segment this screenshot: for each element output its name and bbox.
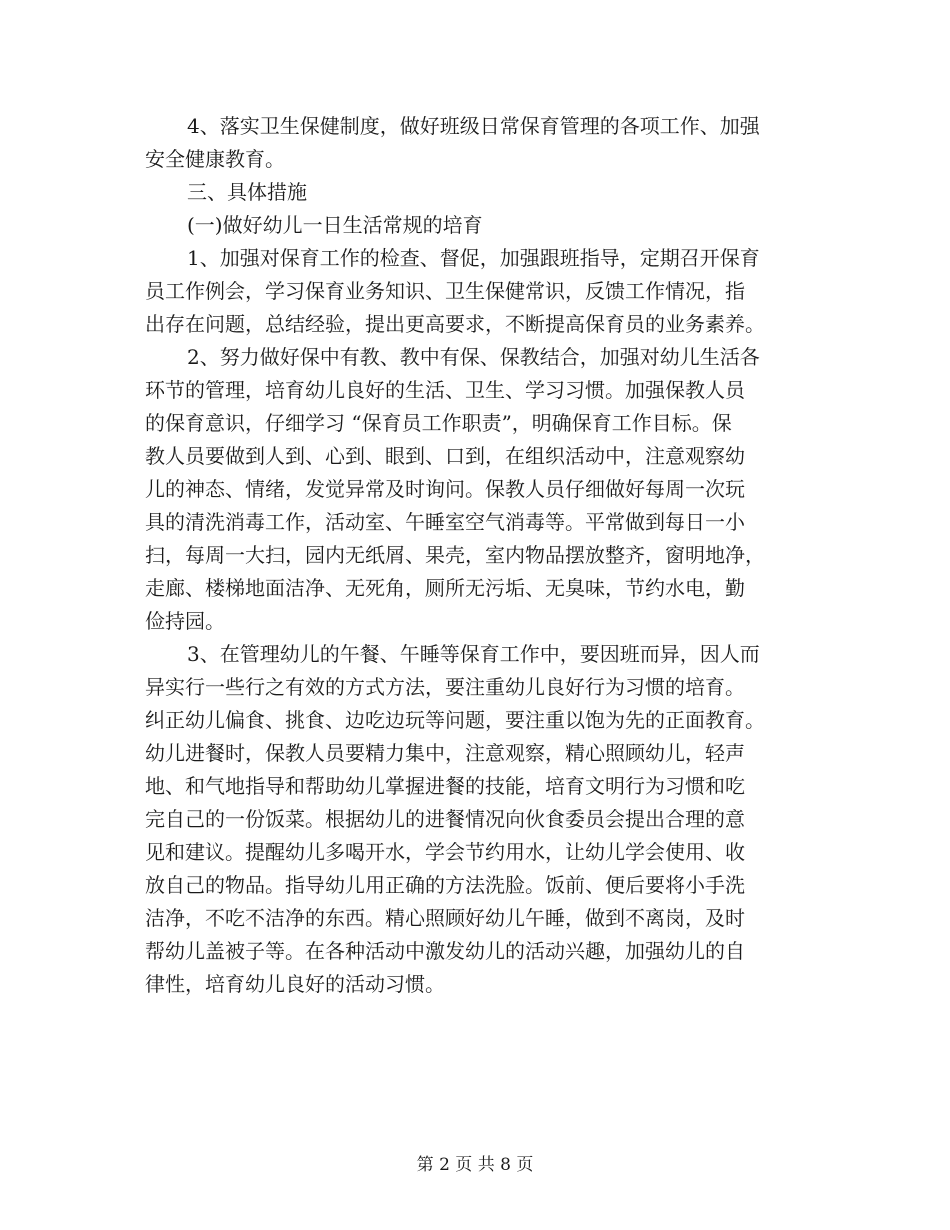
text-line: 三、具体措施 [187, 180, 307, 204]
text-line: 教人员要做到人到、心到、眼到、口到，在组织活动中，注意观察幼 [145, 444, 745, 468]
text-line: 幼儿进餐时，保教人员要精力集中，注意观察，精心照顾幼儿，轻声 [145, 741, 745, 765]
text-line: 1、加强对保育工作的检查、督促，加强跟班指导，定期召开保育 [187, 246, 760, 270]
text-line: 俭持园。 [145, 609, 225, 633]
text-line: 放自己的物品。指导幼儿用正确的方法洗脸。饭前、便后要将小手洗 [145, 873, 745, 897]
paragraph [145, 110, 805, 176]
paragraph [145, 638, 805, 1001]
text-line: 异实行一些行之有效的方式方法，要注重幼儿良好行为习惯的培育。 [145, 675, 745, 699]
text-line: 环节的管理，培育幼儿良好的生活、卫生、学习习惯。加强保教人员 [145, 378, 745, 402]
text-line: 走廊、楼梯地面洁净、无死角，厕所无污垢、无臭味，节约水电，勤 [145, 576, 745, 600]
text-line: 安全健康教育。 [145, 147, 285, 171]
text-line: 扫，每周一大扫，园内无纸屑、果壳，室内物品摆放整齐，窗明地净， [145, 543, 765, 567]
text-line: 帮幼儿盖被子等。在各种活动中激发幼儿的活动兴趣，加强幼儿的自 [145, 939, 745, 963]
document-body [145, 110, 805, 1001]
text-line: 3、在管理幼儿的午餐、午睡等保育工作中，要因班而异，因人而 [187, 642, 760, 666]
text-line: 2、努力做好保中有教、教中有保、保教结合，加强对幼儿生活各 [187, 345, 760, 369]
paragraph [145, 176, 805, 209]
text-line: 见和建议。提醒幼儿多喝开水，学会节约用水，让幼儿学会使用、收 [145, 840, 745, 864]
text-line: 律性，培育幼儿良好的活动习惯。 [145, 972, 445, 996]
text-line: 完自己的一份饭菜。根据幼儿的进餐情况向伙食委员会提出合理的意 [145, 807, 745, 831]
page-footer: 第 2 页 共 8 页 [416, 1155, 534, 1175]
text-line: (一)做好幼儿一日生活常规的培育 [187, 213, 483, 237]
text-line: 员工作例会，学习保育业务知识、卫生保健常识，反馈工作情况，指 [145, 279, 745, 303]
text-line: 出存在问题，总结经验，提出更高要求，不断提高保育员的业务素养。 [145, 312, 765, 336]
text-line: 洁净，不吃不洁净的东西。精心照顾好幼儿午睡，做到不离岗，及时 [145, 906, 745, 930]
text-line: 4、落实卫生保健制度，做好班级日常保育管理的各项工作、加强 [187, 114, 760, 138]
text-line: 的保育意识，仔细学习 “保育员工作职责”，明确保育工作目标。保 [145, 411, 732, 435]
text-line: 纠正幼儿偏食、挑食、边吃边玩等问题，要注重以饱为先的正面教育。 [145, 708, 765, 732]
text-line: 儿的神态、情绪，发觉异常及时询问。保教人员仔细做好每周一次玩 [145, 477, 745, 501]
paragraph [145, 209, 805, 242]
paragraph [145, 341, 805, 638]
text-line: 具的清洗消毒工作，活动室、午睡室空气消毒等。平常做到每日一小 [145, 510, 745, 534]
text-line: 地、和气地指导和帮助幼儿掌握进餐的技能，培育文明行为习惯和吃 [145, 774, 745, 798]
paragraph [145, 242, 805, 341]
